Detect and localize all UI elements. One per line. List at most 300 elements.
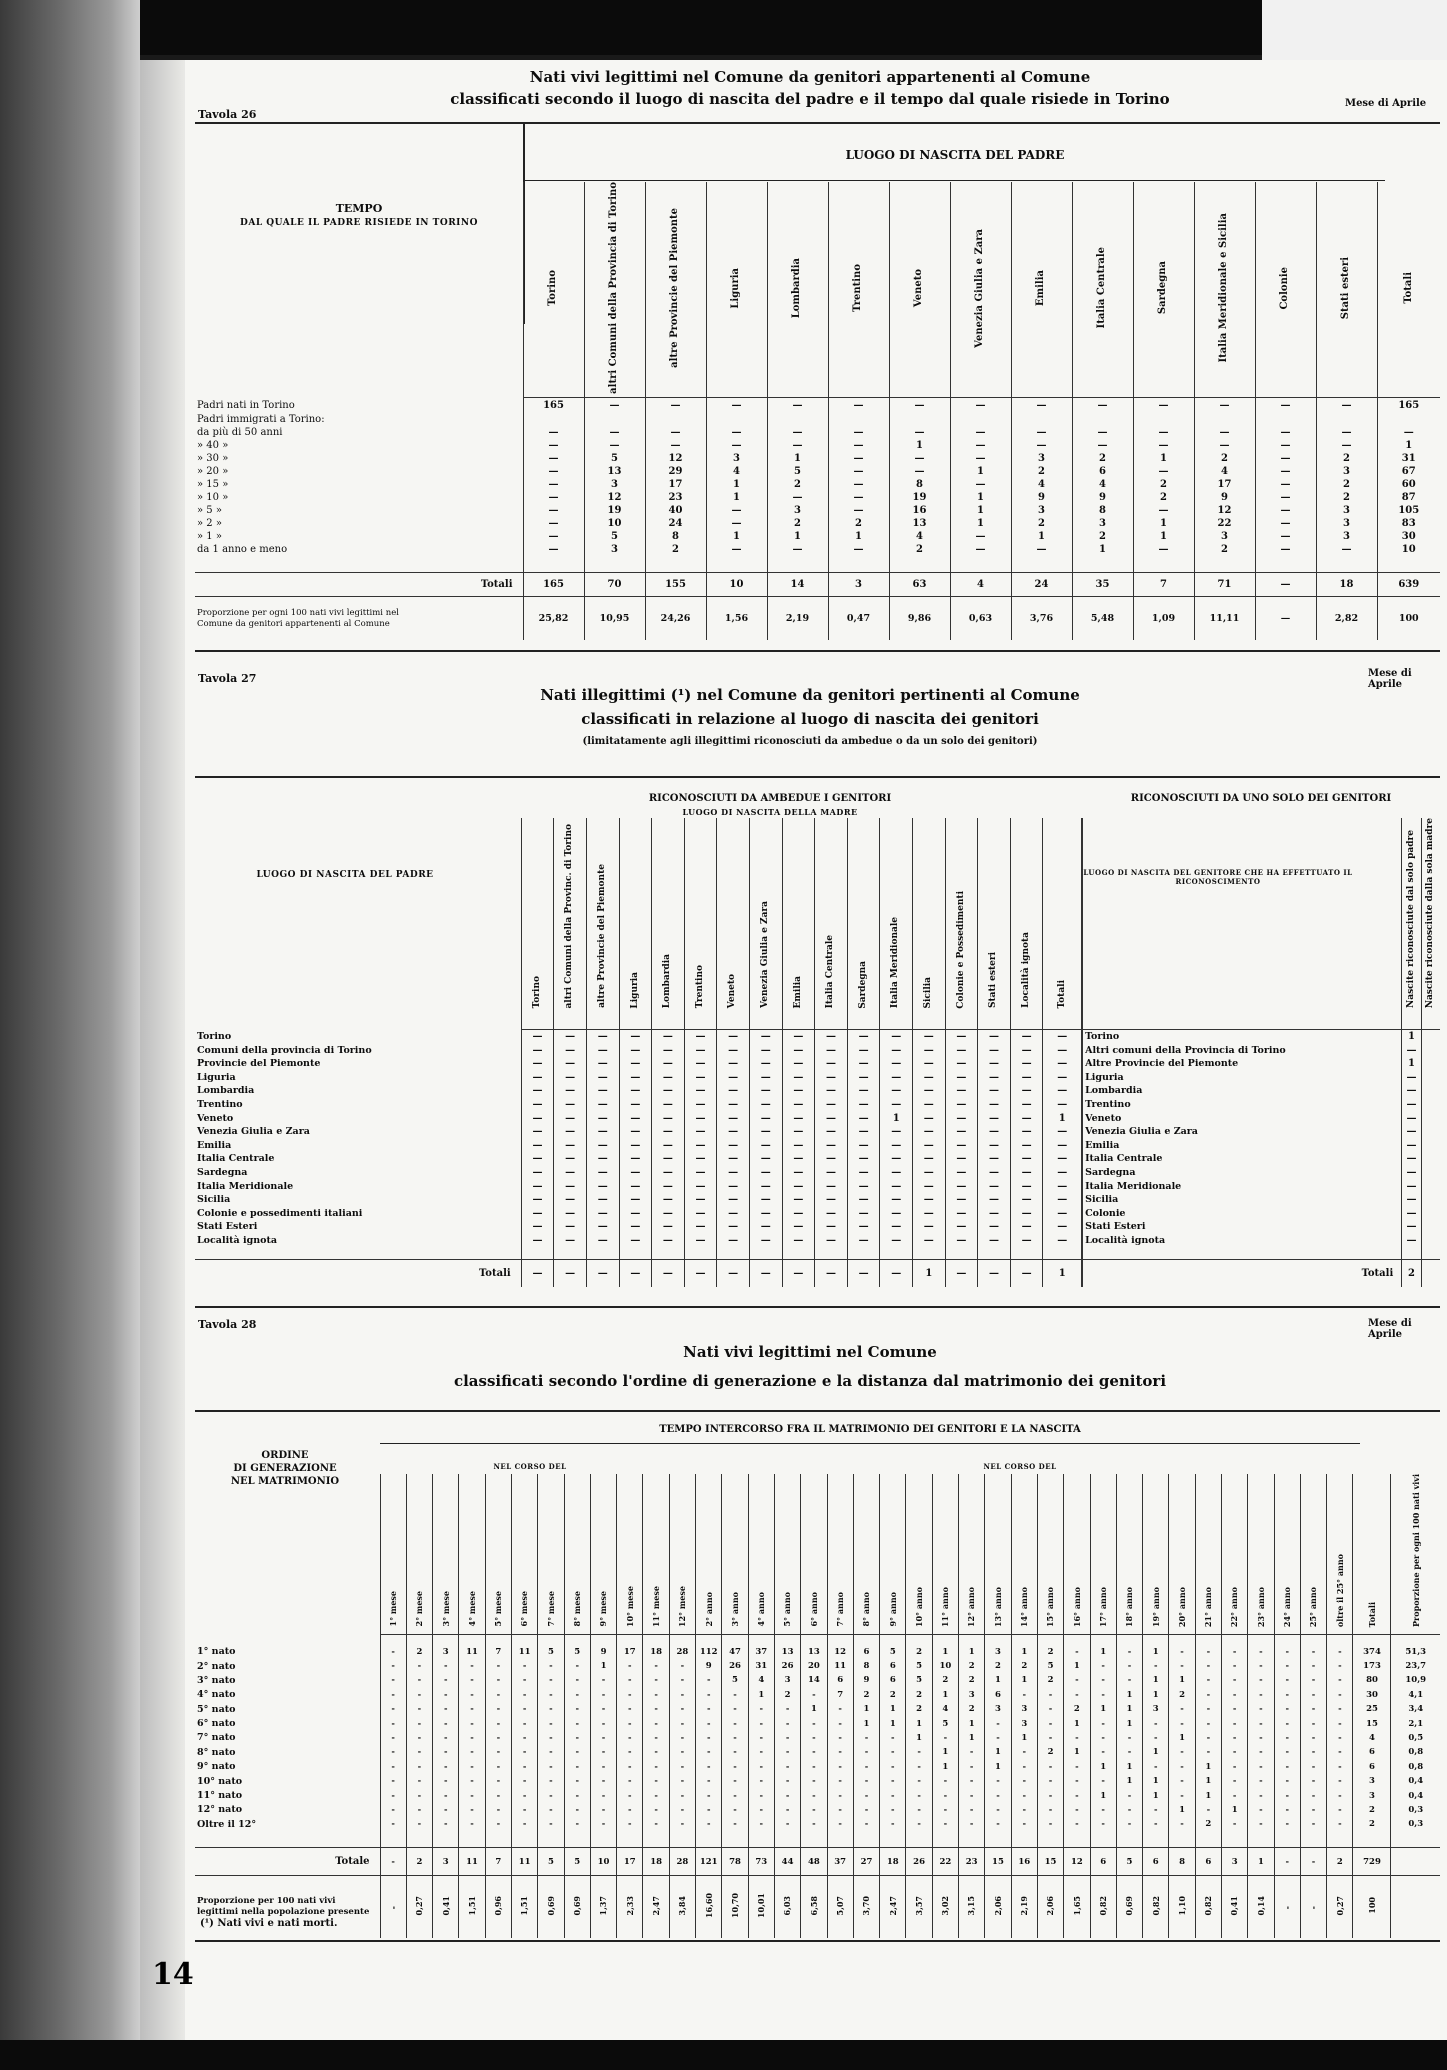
t27-cell: — (815, 1206, 848, 1220)
t28-total-cell: 121 (696, 1848, 722, 1876)
t28-cell: - (590, 1803, 616, 1817)
t27-row (195, 1193, 1440, 1207)
t28-cell: - (538, 1788, 564, 1802)
t27-right-row-label: Altre Provincie del Piemonte (1082, 1057, 1402, 1071)
t28-spacer-cell (380, 1832, 406, 1848)
t26-col-head-text: Venezia Giulia e Zara (974, 228, 986, 348)
t27-cell: — (554, 1234, 587, 1248)
t28-prop-cell (459, 1876, 485, 1938)
t28-spacer-cell (722, 1634, 748, 1644)
t27-cell: — (847, 1098, 880, 1112)
t28-cell: 11 (511, 1644, 537, 1658)
t28-cell: - (1064, 1817, 1090, 1831)
t28-cell: - (380, 1702, 406, 1716)
t28-cell: - (1222, 1659, 1248, 1673)
t26-spacer-cell (523, 556, 584, 572)
t26-row (195, 530, 1440, 543)
t28-cell: - (564, 1688, 590, 1702)
t28-spacer-cell (643, 1832, 669, 1848)
t28-cell: - (590, 1788, 616, 1802)
t27-cell: — (1043, 1084, 1082, 1098)
t28-cell: - (617, 1788, 643, 1802)
t28-cell: - (380, 1659, 406, 1673)
t27-col-head (782, 818, 815, 1030)
t26-header-spacer (195, 182, 523, 397)
t27-cell: — (945, 1084, 978, 1098)
t28-cell: - (1037, 1716, 1063, 1730)
t28-prop-value: 3,02 (940, 1895, 951, 1916)
t28-cell: - (1116, 1788, 1142, 1802)
t28-total-cell: 27 (853, 1848, 879, 1876)
t26-cell: 3 (767, 504, 828, 517)
t27-cell: — (880, 1057, 913, 1071)
t26-cell: 3 (584, 478, 645, 491)
t27-right-cell: — (1402, 1234, 1422, 1248)
t28-cell: 1 (1116, 1702, 1142, 1716)
t28-col-head (511, 1474, 537, 1634)
t28-cell: - (1300, 1644, 1326, 1658)
t28-prop-cell (696, 1876, 722, 1938)
t27-cell: — (847, 1125, 880, 1139)
t28-cell: 2 (1037, 1673, 1063, 1687)
t27-cell: — (619, 1234, 652, 1248)
t28-total-cell: 18 (643, 1848, 669, 1876)
t28-cell: - (1090, 1688, 1116, 1702)
t27-col-head (619, 818, 652, 1030)
t27-cell: — (978, 1220, 1011, 1234)
t28-row (195, 1688, 1440, 1702)
t28-cell: - (669, 1688, 695, 1702)
t28-cell: 0,3 (1391, 1803, 1440, 1817)
t26-cell: — (828, 426, 889, 439)
t28-spacer-cell (906, 1832, 932, 1848)
t28-cell: - (564, 1817, 590, 1831)
t26-cell: 31 (1377, 452, 1440, 465)
t28-cell: - (433, 1673, 459, 1687)
t28-cell: - (959, 1788, 985, 1802)
t27-total-cell: — (1010, 1259, 1043, 1287)
t26-cell: 1 (828, 530, 889, 543)
t26-cell: 9 (1011, 491, 1072, 504)
t28-cell: - (1090, 1731, 1116, 1745)
t28-cell: 3 (1353, 1774, 1391, 1788)
t28-head-rule (195, 1410, 1440, 1412)
t28-cell: 1 (1064, 1659, 1090, 1673)
t28-cell: 6 (827, 1673, 853, 1687)
t28-total-cell: 7 (485, 1848, 511, 1876)
t27-col-head (554, 818, 587, 1030)
t28-cell: - (932, 1803, 958, 1817)
t26-spacer-cell (584, 556, 645, 572)
t26-col-head-text: Trentino (852, 263, 864, 312)
t28-cell: 80 (1353, 1673, 1391, 1687)
t28-cell: - (1274, 1644, 1300, 1658)
t27-cell: — (945, 1234, 978, 1248)
t26-cell: — (1255, 439, 1316, 452)
t27-cell: — (652, 1111, 685, 1125)
t28-cell: - (485, 1774, 511, 1788)
t28-cell: 6 (985, 1688, 1011, 1702)
t26-cell: — (1133, 439, 1194, 452)
t28-cell: - (406, 1760, 432, 1774)
t28-cell: 1 (959, 1644, 985, 1658)
t28-sub-months: NEL CORSO DEL (493, 1462, 567, 1471)
t26-row (195, 491, 1440, 504)
t28-spacer-cell (1300, 1634, 1326, 1644)
t26-cell: 1 (889, 439, 950, 452)
t27-cell: — (815, 1234, 848, 1248)
t27-cell: — (554, 1084, 587, 1098)
t28-cell: - (617, 1731, 643, 1745)
t28-total-cell: 37 (827, 1848, 853, 1876)
t28-spacer-cell (564, 1634, 590, 1644)
t27-cell: — (586, 1111, 619, 1125)
t28-cell: - (1274, 1788, 1300, 1802)
t26-cell: 87 (1377, 491, 1440, 504)
t28-cell: 0,3 (1391, 1817, 1440, 1831)
t28-col-head (564, 1474, 590, 1634)
t26-col-head-text: Colonie (1279, 266, 1291, 310)
t27-row (195, 1111, 1440, 1125)
t28-col-head-text: 1° mese (387, 1591, 398, 1627)
t27-right-row-label: Italia Centrale (1082, 1152, 1402, 1166)
t27-cell: — (521, 1206, 554, 1220)
t28-cell: - (643, 1817, 669, 1831)
t26-cell: — (950, 439, 1011, 452)
t27-row (195, 1125, 1440, 1139)
t28-prop-cell (590, 1876, 616, 1938)
t28-cell: 1 (1143, 1688, 1169, 1702)
t27-right-row-label: Emilia (1082, 1139, 1402, 1153)
t26-cell: 9 (1194, 491, 1255, 504)
t27-cell: — (945, 1152, 978, 1166)
t26-cell: 2 (889, 543, 950, 556)
t28-cell: 2 (853, 1688, 879, 1702)
t26-month: Mese di Aprile (1345, 98, 1427, 109)
t28-cell: - (801, 1716, 827, 1730)
t28-prop-value: 3,84 (677, 1895, 688, 1916)
t28-cell: - (590, 1745, 616, 1759)
t27-cell: — (782, 1139, 815, 1153)
t28-cell: - (1037, 1760, 1063, 1774)
t28-spacer-cell (880, 1832, 906, 1848)
t27-cell: — (1043, 1098, 1082, 1112)
t28-cell: 1 (985, 1760, 1011, 1774)
t27-cell: — (652, 1166, 685, 1180)
t27-col-head-text: Liguria (629, 971, 640, 1009)
t27-cell: — (880, 1125, 913, 1139)
t28-cell: 2 (906, 1702, 932, 1716)
t26-cell: — (1133, 465, 1194, 478)
t27-one-col-head-text: Nascite riconosciute dalla sola madre (1425, 818, 1436, 1009)
t28-cell: - (1222, 1673, 1248, 1687)
t28-cell: 2 (1037, 1745, 1063, 1759)
t27-cell: — (815, 1071, 848, 1085)
t26-cell: 24 (645, 517, 706, 530)
t28-total-extra (1391, 1848, 1440, 1876)
t28-prop-cell (722, 1876, 748, 1938)
t28-cell: 2 (906, 1688, 932, 1702)
t28-col-head (1011, 1474, 1037, 1634)
t26-cell: — (1255, 517, 1316, 530)
t28-cell: - (1248, 1745, 1274, 1759)
t28-col-head (1195, 1474, 1221, 1634)
t28-cell: - (380, 1817, 406, 1831)
t28-cell: 0,5 (1391, 1731, 1440, 1745)
t28-cell: - (1090, 1803, 1116, 1817)
t26-cell: — (767, 426, 828, 439)
t26-cell (1255, 413, 1316, 426)
t28-cell: 20 (801, 1659, 827, 1673)
t28-prop-cell (1274, 1876, 1300, 1938)
t27-cell: — (586, 1139, 619, 1153)
t28-cell: 5 (906, 1659, 932, 1673)
t28-cell: - (669, 1745, 695, 1759)
t28-cell: 5 (722, 1673, 748, 1687)
t28-col-head (696, 1474, 722, 1634)
t28-cell: 12 (827, 1644, 853, 1658)
t27-cell: — (586, 1152, 619, 1166)
t28-prop-cell (1353, 1876, 1391, 1938)
t28-col-head (617, 1474, 643, 1634)
t28-spacer-cell (696, 1634, 722, 1644)
t26-cell: 2 (1011, 465, 1072, 478)
t27-total-cell: — (554, 1259, 587, 1287)
t27-cell: — (749, 1057, 782, 1071)
t28-cell: - (880, 1760, 906, 1774)
t28-col-head-text: 5° mese (493, 1591, 504, 1627)
t28-cell: 2 (959, 1659, 985, 1673)
t28-col-head-text: 19° anno (1150, 1586, 1161, 1627)
t28-cell: - (774, 1731, 800, 1745)
t27-col-head-text: Venezia Giulia e Zara (760, 901, 771, 1009)
t28-cell: - (932, 1774, 958, 1788)
t28-total-cell: 26 (906, 1848, 932, 1876)
t28-cell: - (643, 1731, 669, 1745)
t27-right-cell (1421, 1111, 1440, 1125)
t28-cell: 2 (1064, 1702, 1090, 1716)
t27-both-head: RICONOSCIUTI DA AMBEDUE I GENITORI (648, 793, 892, 804)
t27-cell: — (1043, 1193, 1082, 1207)
t28-col-head-text: 15° anno (1045, 1586, 1056, 1627)
t28-col-head-text: 20° anno (1176, 1586, 1187, 1627)
t26-cell: 2 (767, 478, 828, 491)
t26-cell: — (950, 397, 1011, 413)
t27-row-label: Sicilia (197, 1194, 231, 1206)
t27-right-cell: — (1402, 1125, 1422, 1139)
t26-cell: 2 (1194, 452, 1255, 465)
t27-cell: — (586, 1166, 619, 1180)
t28-cell: - (1011, 1788, 1037, 1802)
t27-cell: — (815, 1111, 848, 1125)
t28-total-cell: 23 (959, 1848, 985, 1876)
t26-totals-row (195, 572, 1440, 596)
t28-spacer-cell (538, 1634, 564, 1644)
t28-cell: - (1037, 1688, 1063, 1702)
t28-cell: 6 (1353, 1760, 1391, 1774)
t27-cell: — (652, 1234, 685, 1248)
t28-prop-cell (1011, 1876, 1037, 1938)
t28-prop-value: 3,15 (966, 1895, 977, 1916)
t28-col-head-text: 9° mese (598, 1591, 609, 1627)
t28-spacer-cell (617, 1832, 643, 1848)
t26-cell (889, 413, 950, 426)
t26-row-label: » 1 » (197, 531, 222, 543)
t28-prop-value: 3,70 (861, 1895, 872, 1916)
t27-cell: — (913, 1071, 946, 1085)
t27-cell: — (652, 1125, 685, 1139)
t28-cell: - (827, 1803, 853, 1817)
t28-cell: - (1195, 1659, 1221, 1673)
t27-cell: — (521, 1152, 554, 1166)
t28-cell: - (669, 1817, 695, 1831)
t26-prop-cell: 5,48 (1072, 596, 1133, 640)
t26-prop-cell: 3,76 (1011, 596, 1072, 640)
t27-cell: — (1010, 1152, 1043, 1166)
t28-col-head-text: 3° mese (440, 1591, 451, 1627)
t26-cell: 2 (828, 517, 889, 530)
t26-col-head (706, 182, 767, 397)
t28-cell: - (1116, 1659, 1142, 1673)
t28-prop-value: 100 (1366, 1896, 1377, 1914)
t28-cell: - (406, 1702, 432, 1716)
t27-cell: — (717, 1193, 750, 1207)
t28-prop-value: 0,69 (545, 1895, 556, 1916)
t27-cell: — (847, 1234, 880, 1248)
t28-spacer-cell (1195, 1634, 1221, 1644)
t28-col-head-text: Proporzione per ogni 100 nati vivi (1410, 1474, 1421, 1627)
t28-cell: - (538, 1688, 564, 1702)
t27-cell: — (1043, 1139, 1082, 1153)
t27-row-label: Colonie e possedimenti italiani (197, 1207, 363, 1219)
t28-total-cell: 17 (617, 1848, 643, 1876)
t26-cell: 2 (1316, 491, 1377, 504)
t27-cell: — (913, 1043, 946, 1057)
t28-row (195, 1644, 1440, 1658)
t27-cell: — (945, 1043, 978, 1057)
t27-cell: — (847, 1193, 880, 1207)
t27-cell: — (880, 1152, 913, 1166)
t26-row-label: » 2 » (197, 518, 222, 530)
t28-cell: - (669, 1716, 695, 1730)
t28-spacer-cell (643, 1634, 669, 1644)
t28-cell: - (643, 1803, 669, 1817)
t27-cell: — (1043, 1206, 1082, 1220)
t28-cell: - (1116, 1673, 1142, 1687)
t28-cell: 1 (932, 1760, 958, 1774)
t28-cell: - (1274, 1731, 1300, 1745)
t28-col-head (1327, 1474, 1353, 1634)
t28-cell: - (722, 1803, 748, 1817)
t28-cell: - (380, 1716, 406, 1730)
t27-cell: — (913, 1125, 946, 1139)
t26-spacer-cell (889, 556, 950, 572)
t28-row-label: 1° nato (197, 1646, 236, 1658)
t28-totals-row (195, 1848, 1440, 1876)
t28-cell: 10 (932, 1659, 958, 1673)
t27-row (195, 1098, 1440, 1112)
t27-cell: — (521, 1071, 554, 1085)
t27-cell: — (749, 1234, 782, 1248)
t28-prop-cell (1143, 1876, 1169, 1938)
t28-cell: 2,1 (1391, 1716, 1440, 1730)
t26-cell: 8 (1072, 504, 1133, 517)
t28-cell: - (1222, 1788, 1248, 1802)
t26-cell: — (1255, 465, 1316, 478)
t28-prop-label: Proporzione per 100 nati vivi legittimi nella popolazione presente (197, 1895, 370, 1917)
t28-cell: 30 (1353, 1688, 1391, 1702)
t28-cell: - (564, 1760, 590, 1774)
t26-title-line1: Nati vivi legittimi nel Comune da genitori appartenenti al Comune (529, 68, 1091, 86)
t28-cell: - (1274, 1716, 1300, 1730)
t28-spacer-cell (1327, 1832, 1353, 1848)
t26-cell: 3 (1316, 465, 1377, 478)
t28-cell: - (511, 1760, 537, 1774)
t28-cell: - (1222, 1688, 1248, 1702)
t28-cell: - (564, 1673, 590, 1687)
t27-cell: — (880, 1234, 913, 1248)
t28-spacer-cell (827, 1832, 853, 1848)
t28-cell: - (380, 1688, 406, 1702)
t26-cell: 1 (950, 504, 1011, 517)
t28-cell: 1 (1064, 1745, 1090, 1759)
t28-title-line2: classificati secondo l'ordine di generazione e la distanza dal matrimonio dei genitori (453, 1372, 1167, 1390)
t26-cell: — (828, 478, 889, 491)
t28-cell: - (985, 1817, 1011, 1831)
t26-cell: 4 (889, 530, 950, 543)
t28-row-label: 3° nato (197, 1674, 236, 1686)
t27-cell: — (717, 1152, 750, 1166)
t26-cell: 10 (1377, 543, 1440, 556)
t26-spacer-cell (1011, 556, 1072, 572)
t28-prop-value: 0,41 (440, 1895, 451, 1916)
t26-spacer-cell (950, 556, 1011, 572)
t27-row (195, 1057, 1440, 1071)
t26-cell: 1 (706, 491, 767, 504)
t27-cell: — (586, 1043, 619, 1057)
t26-cell: — (1255, 504, 1316, 517)
t27-cell: — (717, 1234, 750, 1248)
t28-cell: - (1274, 1774, 1300, 1788)
t28-cell: - (485, 1760, 511, 1774)
t28-spacer-cell (1327, 1634, 1353, 1644)
t28-table (195, 1474, 1440, 1938)
t27-cell: — (619, 1098, 652, 1112)
t28-prop-cell (853, 1876, 879, 1938)
t26-cell: — (1011, 543, 1072, 556)
t28-prop-value: - (1308, 1905, 1319, 1910)
t28-cell: 11 (459, 1644, 485, 1658)
t28-cell: 1 (1222, 1803, 1248, 1817)
t28-header-row (195, 1474, 1440, 1634)
t28-spacer-cell (1064, 1634, 1090, 1644)
t28-col-head (801, 1474, 827, 1634)
t28-cell: - (485, 1673, 511, 1687)
t26-cell: 1 (767, 452, 828, 465)
t28-prop-cell (406, 1876, 432, 1938)
t28-spacer-cell (406, 1832, 432, 1848)
t27-col-head-text: Stati esteri (988, 952, 999, 1009)
t27-spacer-cell (978, 1247, 1011, 1259)
t26-cell: — (950, 452, 1011, 465)
t28-cell: - (1037, 1774, 1063, 1788)
t26-cell: 4 (1011, 478, 1072, 491)
t28-cell: - (643, 1673, 669, 1687)
t27-row-label: Lombardia (197, 1085, 255, 1097)
t28-spacer-cell (985, 1634, 1011, 1644)
t28-cell: - (801, 1688, 827, 1702)
t26-cell: — (1316, 426, 1377, 439)
